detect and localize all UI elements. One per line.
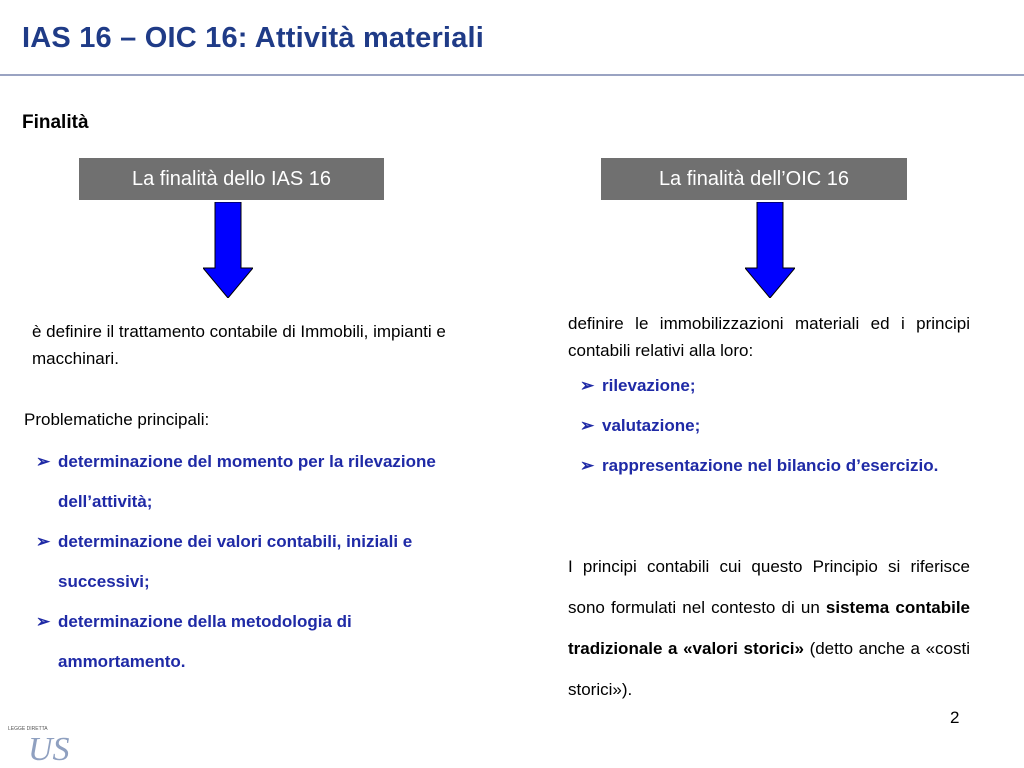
ias16-problems-list xyxy=(36,442,466,682)
oic16-purpose-box xyxy=(601,158,907,200)
down-arrow-icon xyxy=(203,202,253,298)
list-item-text: determinazione del momento per la rilevazione dell’attività; xyxy=(58,452,436,511)
list-item xyxy=(580,406,960,446)
list-item-text: determinazione dei valori contabili, iniziali e successivi; xyxy=(58,532,413,591)
list-item xyxy=(580,446,960,486)
logo xyxy=(4,720,84,766)
chevron-right-icon: ➢ xyxy=(36,452,51,471)
slide-title: IAS 16 – OIC 16: Attività materiali xyxy=(22,22,485,54)
chevron-right-icon: ➢ xyxy=(36,532,51,551)
down-arrow-icon xyxy=(745,202,795,298)
problems-heading: Problematiche principali: xyxy=(24,410,210,429)
ias16-purpose-label: La finalità dello IAS 16 xyxy=(131,167,332,190)
oic16-aspects-list xyxy=(580,366,960,486)
note-text-2: (detto anche a «costi storici»). xyxy=(568,639,970,699)
list-item-text: rilevazione; xyxy=(602,376,696,395)
list-item-text: determinazione della metodologia di ammortamento. xyxy=(58,612,352,671)
chevron-right-icon: ➢ xyxy=(580,456,595,475)
logo-mark: US xyxy=(28,731,70,766)
logo-small-text: LEGGE DIRETTA xyxy=(8,726,48,732)
note-text-1: I principi contabili cui questo Principio si riferisce sono formulati nel contesto di un xyxy=(568,557,970,617)
list-item-text: valutazione; xyxy=(602,416,701,435)
title-divider xyxy=(0,74,1024,76)
list-item xyxy=(36,602,466,682)
oic16-purpose-label: La finalità dell’OIC 16 xyxy=(658,167,850,190)
list-item-text: rappresentazione nel bilancio d’esercizio. xyxy=(602,456,939,475)
chevron-right-icon: ➢ xyxy=(36,612,51,631)
list-item xyxy=(36,442,466,522)
ias16-definition: è definire il trattamento contabile di Immobili, impianti e macchinari. xyxy=(32,322,446,368)
list-item xyxy=(580,366,960,406)
page-number: 2 xyxy=(950,708,960,727)
ias16-purpose-box xyxy=(79,158,384,200)
oic16-note xyxy=(568,546,970,710)
chevron-right-icon: ➢ xyxy=(580,416,595,435)
list-item xyxy=(36,522,466,602)
oic16-definition: definire le immobilizzazioni materiali ed i principi contabili relativi alla loro: xyxy=(568,314,970,360)
chevron-right-icon: ➢ xyxy=(580,376,595,395)
section-heading: Finalità xyxy=(22,112,89,133)
note-bold: sistema contabile tradizionale a «valori storici» xyxy=(568,598,970,658)
